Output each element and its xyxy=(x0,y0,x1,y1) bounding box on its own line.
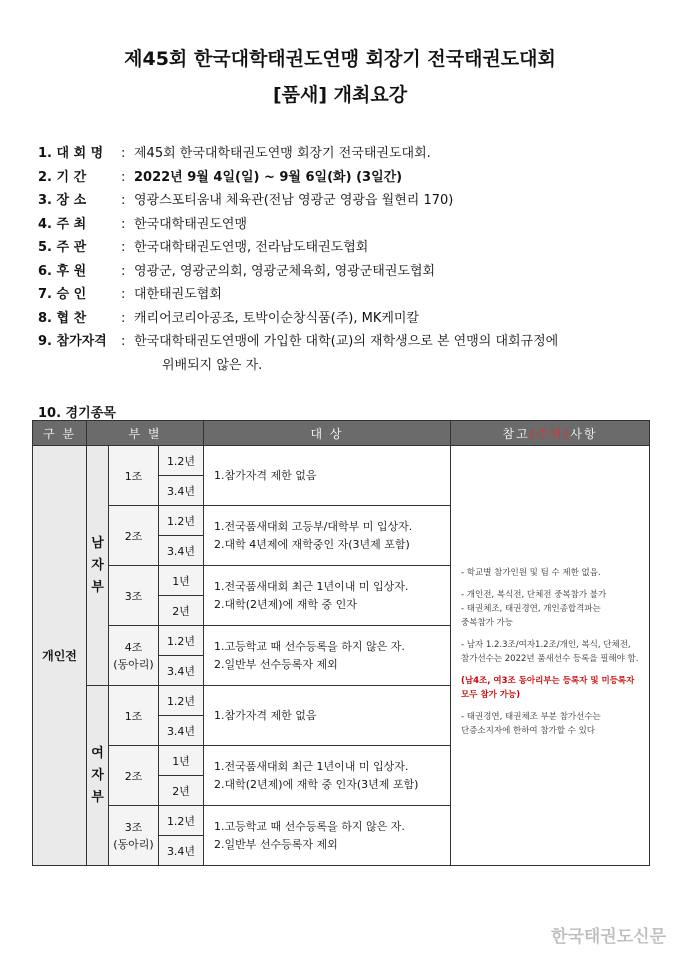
group-sub: 2년 xyxy=(159,596,204,626)
watermark: 한국태권도신문 xyxy=(551,927,666,947)
info-label: 5. 주 관 xyxy=(38,240,87,255)
info-row: 2. 기 간 : 2022년 9월 4일(일) ~ 9월 6일(화) (3일간) xyxy=(38,166,658,190)
header-target: 대 상 xyxy=(204,421,451,446)
title-line1: 제45회 한국대학태권도연맹 회장기 전국태권도대회 xyxy=(124,48,556,70)
info-value: 캐리어코리아공조, 토박이순창식품(주), MK케미칼 xyxy=(134,310,420,326)
women-division: 여 자 부 xyxy=(87,686,109,866)
info-value: 영광스포티움내 체육관(전남 영광군 영광읍 월현리 170) xyxy=(134,193,454,208)
group-sub: 1.2년 xyxy=(159,506,204,536)
target-cell: 1.전국품새대회 고등부/대학부 미 입상자. 2.대학 4년제에 재학중인 자(3년제 포함) xyxy=(204,506,451,566)
info-label: 3. 장 소 xyxy=(38,193,87,208)
info-row: 7. 승 인 : 대한태권도협회 xyxy=(38,283,658,307)
group-sub: 1.2년 xyxy=(159,626,204,656)
info-row: 5. 주 관 : 한국대학태권도연맹, 전라남도태권도협회 xyxy=(38,236,658,260)
target-cell: 1.전국품새대회 최근 1년이내 미 입상자. 2.대학(2년제)에 재학 중 인자 xyxy=(204,566,451,626)
info-label: 7. 승 인 xyxy=(38,287,87,302)
info-value: 한국대학태권도연맹, 전라남도태권도협회 xyxy=(134,240,369,255)
info-label: 2. 기 간 xyxy=(38,169,87,185)
group-name: 1조 xyxy=(109,446,159,506)
info-label: 8. 협 찬 xyxy=(38,310,87,326)
info-value: 영광군, 영광군의회, 영광군체육회, 영광군태권도협회 xyxy=(134,263,436,279)
note-item: - 개인전, 복식전, 단체전 중복참가 불가 - 태권체조, 태권경연, 개인종합격파는 중복참가 가능 xyxy=(461,589,607,628)
info-row: 1. 대 회 명 : 제45회 한국대학태권도연맹 회장기 전국태권도대회. xyxy=(38,142,658,166)
info-value: 한국대학태권도연맹 xyxy=(134,216,248,232)
note-item-highlight: (남4조, 여3조 동아리부는 등록자 및 미등록자 모두 참가 가능) xyxy=(461,675,635,700)
info-label: 4. 주 최 xyxy=(38,216,87,232)
info-label: 1. 대 회 명 xyxy=(38,146,104,161)
group-sub: 3.4년 xyxy=(159,656,204,686)
info-row: 3. 장 소 : 영광스포티움내 체육관(전남 영광군 영광읍 월현리 170) xyxy=(38,189,658,213)
target-cell: 1.참가자격 제한 없음 xyxy=(204,446,451,506)
group-name: 4조 (동아리) xyxy=(109,626,159,686)
info-row: 6. 후 원 : 영광군, 영광군의회, 영광군체육회, 영광군태권도협회 xyxy=(38,260,658,284)
info-list xyxy=(38,142,658,378)
info-row: 9. 참가자격 : 한국대학태권도연맹에 가입한 대학(교)의 재학생으로 본 연맹의 대회규정에 xyxy=(38,330,658,354)
group-sub: 2년 xyxy=(159,776,204,806)
header-category: 구 분 xyxy=(33,421,87,446)
group-name: 1조 xyxy=(109,686,159,746)
table-header-row xyxy=(33,421,650,446)
group-name: 2조 xyxy=(109,506,159,566)
group-sub: 1.2년 xyxy=(159,686,204,716)
info-row: 8. 협 찬 : 캐리어코리아공조, 토박이순창식품(주), MK케미칼 xyxy=(38,307,658,331)
header-notes: 참고(주의)사항 xyxy=(451,421,650,446)
group-name: 2조 xyxy=(109,746,159,806)
target-cell: 1.전국품새대회 최근 1년이내 미 입상자. 2.대학(2년제)에 재학 중 인자(3년제 포함) xyxy=(204,746,451,806)
info-value: 위배되지 않은 자. xyxy=(162,357,263,373)
info-value: 한국대학태권도연맹에 가입한 대학(교)의 재학생으로 본 연맹의 대회규정에 xyxy=(134,334,559,349)
info-label: 6. 후 원 xyxy=(38,263,87,279)
info-row: 4. 주 최 : 한국대학태권도연맹 xyxy=(38,213,658,237)
info-value: 2022년 9월 4일(일) ~ 9월 6일(화) (3일간) xyxy=(134,169,403,185)
group-sub: 3.4년 xyxy=(159,716,204,746)
info-value: 대한태권도협회 xyxy=(134,287,222,302)
group-name: 3조 xyxy=(109,566,159,626)
group-sub: 3.4년 xyxy=(159,836,204,866)
group-sub: 1년 xyxy=(159,566,204,596)
category-cell: 개인전 xyxy=(33,446,87,866)
group-sub: 1.2년 xyxy=(159,446,204,476)
group-sub: 3.4년 xyxy=(159,536,204,566)
notes-cell xyxy=(451,446,650,866)
men-division: 남 자 부 xyxy=(87,446,109,686)
section-title: 10. 경기종목 xyxy=(38,406,116,421)
info-row-continuation xyxy=(38,354,658,378)
group-sub: 3.4년 xyxy=(159,476,204,506)
target-cell: 1.고등학교 때 선수등록을 하지 않은 자. 2.일반부 선수등록자 제외 xyxy=(204,806,451,866)
info-label: 9. 참가자격 xyxy=(38,334,107,349)
group-name: 3조 (동아리) xyxy=(109,806,159,866)
info-value: 제45회 한국대학태권도연맹 회장기 전국태권도대회. xyxy=(134,146,431,161)
group-sub: 1.2년 xyxy=(159,806,204,836)
note-item: - 남자 1.2.3조/여자1.2조/개인, 복식, 단체전, 참가선수는 2022년 품새선수 등록을 필해야 함. xyxy=(461,639,639,664)
table-row xyxy=(33,446,650,476)
target-cell: 1.참가자격 제한 없음 xyxy=(204,686,451,746)
group-sub: 1년 xyxy=(159,746,204,776)
events-table xyxy=(32,420,650,866)
title-line2: [품새] 개최요강 xyxy=(272,84,408,106)
note-item: - 태권경연, 태권체조 부분 참가선수는 단증소지자에 한하여 참가할 수 있다 xyxy=(461,711,601,736)
header-division: 부 별 xyxy=(87,421,204,446)
target-cell: 1.고등학교 때 선수등록을 하지 않은 자. 2.일반부 선수등록자 제외 xyxy=(204,626,451,686)
note-item: - 학교별 참가인원 및 팀 수 제한 없음. xyxy=(461,567,601,578)
